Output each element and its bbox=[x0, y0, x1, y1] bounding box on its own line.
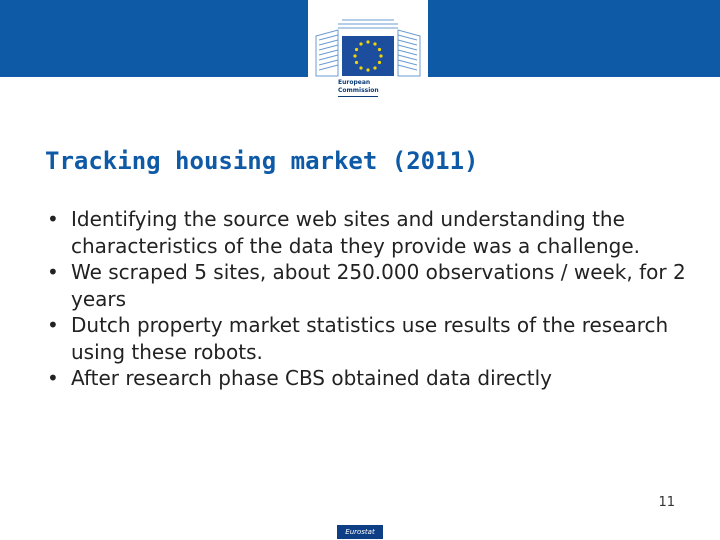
logo-caption bbox=[338, 79, 398, 97]
eurostat-badge: Eurostat bbox=[337, 525, 383, 539]
bullet-text: We scraped 5 sites, about 250.000 observations / week, for 2 years bbox=[71, 260, 686, 311]
bullet-item bbox=[45, 365, 695, 392]
bullet-item bbox=[45, 312, 695, 365]
page-number: 11 bbox=[658, 495, 675, 510]
logo-underline bbox=[338, 96, 378, 97]
bullet-icon: • bbox=[47, 313, 59, 337]
slide-title: Tracking housing market (2011) bbox=[45, 147, 479, 175]
european-commission-logo-icon bbox=[308, 0, 428, 80]
bullet-icon: • bbox=[47, 366, 59, 390]
bullet-item bbox=[45, 206, 695, 259]
bullet-text: After research phase CBS obtained data directly bbox=[71, 366, 552, 390]
bullet-text: Identifying the source web sites and understanding the characteristics of the data they provide was a challenge. bbox=[71, 207, 641, 258]
bullet-icon: • bbox=[47, 260, 59, 284]
european-commission-logo bbox=[308, 0, 428, 106]
bullet-icon: • bbox=[47, 207, 59, 231]
logo-caption-line2: Commission bbox=[338, 87, 379, 94]
bullet-item bbox=[45, 259, 695, 312]
bullet-list bbox=[45, 206, 695, 392]
logo-caption-line1: European bbox=[338, 79, 371, 86]
bullet-text: Dutch property market statistics use results of the research using these robots. bbox=[71, 313, 669, 364]
